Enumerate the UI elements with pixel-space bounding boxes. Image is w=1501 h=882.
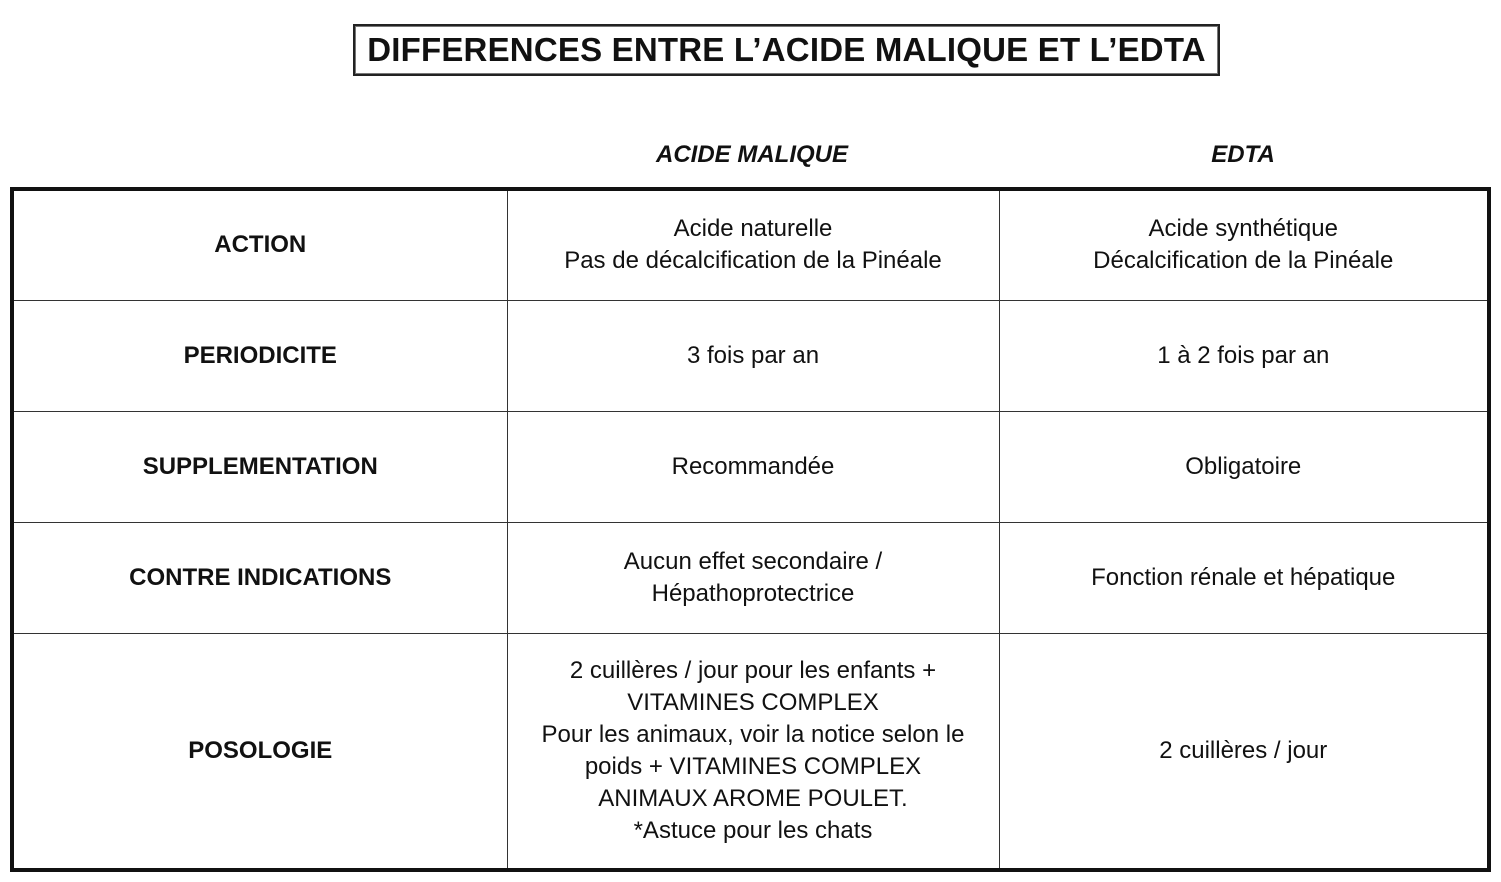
cell-edta bbox=[999, 411, 1489, 522]
cell-line: 2 cuillères / jour bbox=[1159, 736, 1328, 764]
cell-line: 2 cuillères / jour pour les enfants + bbox=[569, 656, 937, 684]
page-title: DIFFERENCES ENTRE L’ACIDE MALIQUE ET L’EDTA bbox=[367, 31, 1206, 68]
title-box bbox=[353, 24, 1220, 76]
cell-line: ANIMAUX AROME POULET. bbox=[598, 784, 908, 812]
cell-acide-malique bbox=[507, 300, 999, 411]
cell-line: 1 à 2 fois par an bbox=[1157, 341, 1330, 369]
table-row-contre-indications bbox=[12, 522, 1489, 633]
cell-line: Décalcification de la Pinéale bbox=[1093, 247, 1394, 275]
cell-edta bbox=[999, 189, 1489, 300]
column-header-edta: EDTA bbox=[1211, 141, 1275, 168]
cell-line: *Astuce pour les chats bbox=[633, 816, 873, 844]
cell-acide-malique bbox=[507, 411, 999, 522]
cell-line: Fonction rénale et hépatique bbox=[1091, 563, 1396, 591]
table-row-action bbox=[12, 189, 1489, 300]
cell-acide-malique bbox=[507, 633, 999, 870]
cell-line: poids + VITAMINES COMPLEX bbox=[584, 752, 922, 780]
cell-line: Obligatoire bbox=[1185, 452, 1302, 480]
row-label: POSOLOGIE bbox=[12, 633, 507, 870]
table-row-supplementation bbox=[12, 411, 1489, 522]
cell-edta bbox=[999, 633, 1489, 870]
cell-line: Pas de décalcification de la Pinéale bbox=[564, 247, 942, 275]
cell-line: VITAMINES COMPLEX bbox=[627, 688, 879, 716]
column-header-acide-malique: ACIDE MALIQUE bbox=[656, 141, 848, 168]
cell-line: Recommandée bbox=[671, 452, 835, 480]
cell-acide-malique bbox=[507, 522, 999, 633]
cell-edta bbox=[999, 522, 1489, 633]
row-label: ACTION bbox=[12, 189, 507, 300]
cell-acide-malique bbox=[507, 189, 999, 300]
cell-line: Hépathoprotectrice bbox=[651, 579, 855, 607]
table-row-posologie bbox=[12, 633, 1489, 870]
cell-line: Aucun effet secondaire / bbox=[623, 547, 883, 575]
row-label: PERIODICITE bbox=[12, 300, 507, 411]
comparison-table bbox=[10, 187, 1491, 872]
cell-line: Acide synthétique bbox=[1148, 215, 1338, 243]
cell-line: Pour les animaux, voir la notice selon le bbox=[541, 720, 965, 748]
row-label: SUPPLEMENTATION bbox=[12, 411, 507, 522]
table-row-periodicite bbox=[12, 300, 1489, 411]
cell-line: 3 fois par an bbox=[686, 341, 820, 369]
cell-edta bbox=[999, 300, 1489, 411]
row-label: CONTRE INDICATIONS bbox=[12, 522, 507, 633]
cell-line: Acide naturelle bbox=[673, 215, 833, 243]
